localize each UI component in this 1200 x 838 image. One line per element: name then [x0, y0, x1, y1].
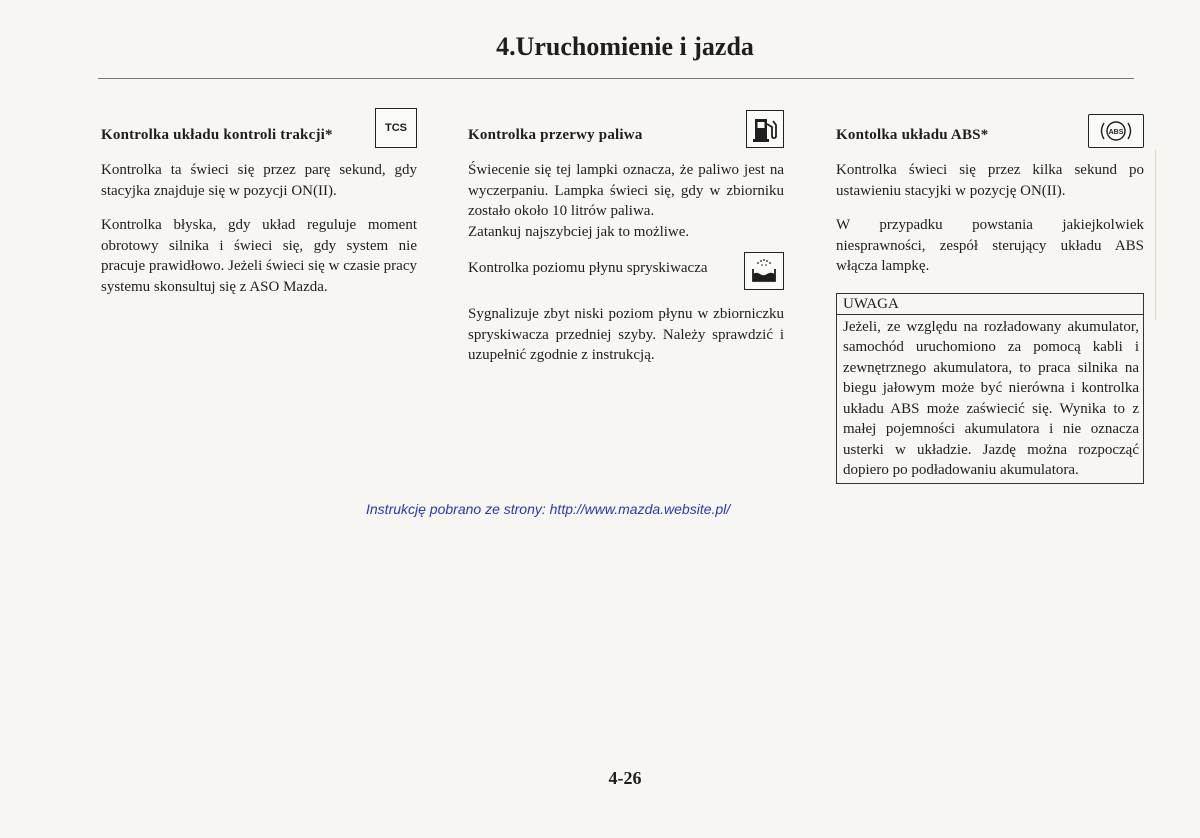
fuel-pump-icon: [746, 110, 784, 148]
abs-section: [836, 108, 1144, 484]
washer-heading: Kontrolka poziomu płynu spryskiwacza: [468, 260, 708, 276]
tcs-section: [101, 108, 417, 297]
fuel-heading: Kontrolka przerwy paliwa: [468, 127, 643, 143]
tcs-indicator-icon: [375, 108, 417, 148]
fuel-paragraph-2: Zatankuj najszybciej jak to możliwe.: [468, 223, 690, 240]
warning-text: Jeżeli, ze względu na rozładowany akumulator, samochód uruchomiono za pomocą kabli i zewnętrznego akumulatora, to praca silnika na biegu jałowym może być nierówna i kontrolka układu ABS może zaświecić się. Wynika to z małej pojemności akumulatora i nie oznacza usterki w układzie. Jazdę można rozpocząć dopiero po podładowaniu akumulatora.: [843, 318, 1139, 478]
tcs-paragraph-2: Kontrolka błyska, gdy układ reguluje moment obrotowy silnika i świeci się, gdy system nie pracuje prawidłowo. Jeżeli świeci się w czasie pracy systemu skonsultuj się z ASO Mazda.: [101, 217, 417, 295]
tcs-heading: Kontrolka układu kontroli trakcji*: [101, 127, 333, 143]
fuel-paragraph-1: Świecenie się tej lampki oznacza, że paliwo jest na wyczerpaniu. Lampka świeci się, gdy w zbiorniku zostało około 10 litrów paliwa.: [468, 162, 784, 219]
margin-mark: [1155, 150, 1156, 320]
washer-fluid-icon: [744, 252, 784, 290]
page-title: 4.Uruchomienie i jazda: [496, 32, 754, 61]
warning-box: [836, 293, 1144, 484]
warning-title: UWAGA: [837, 294, 1143, 315]
title-divider: [98, 78, 1134, 79]
fuel-section: [468, 108, 784, 366]
page-number: 4-26: [608, 768, 642, 788]
abs-paragraph-2: W przypadku powstania jakiejkolwiek niesprawności, zespół sterujący układu ABS włącza lampkę.: [836, 217, 1144, 274]
abs-header: [836, 108, 1144, 148]
abs-icon-label: ABS: [1108, 129, 1124, 136]
abs-paragraph-1: Kontrolka świeci się przez kilka sekund po ustawieniu stacyjki w pozycję ON(II).: [836, 162, 1144, 199]
tcs-paragraph-1: Kontrolka ta świeci się przez parę sekund, gdy stacyjka znajduje się w pozycji ON(II).: [101, 162, 417, 199]
abs-heading: Kontolka układu ABS*: [836, 127, 989, 143]
washer-paragraph-1: Sygnalizuje zbyt niski poziom płynu w zbiorniczku spryskiwacza przedniej szyby. Należy sprawdzić i uzupełnić zgodnie z instrukcją.: [468, 306, 784, 363]
download-source-note: Instrukcję pobrano ze strony: http://www.mazda.website.pl/: [366, 501, 731, 517]
tcs-header: [101, 108, 417, 148]
abs-indicator-icon: [1088, 114, 1144, 148]
fuel-header: [468, 108, 784, 148]
tcs-icon-label: TCS: [385, 122, 407, 134]
washer-header: [468, 252, 784, 292]
